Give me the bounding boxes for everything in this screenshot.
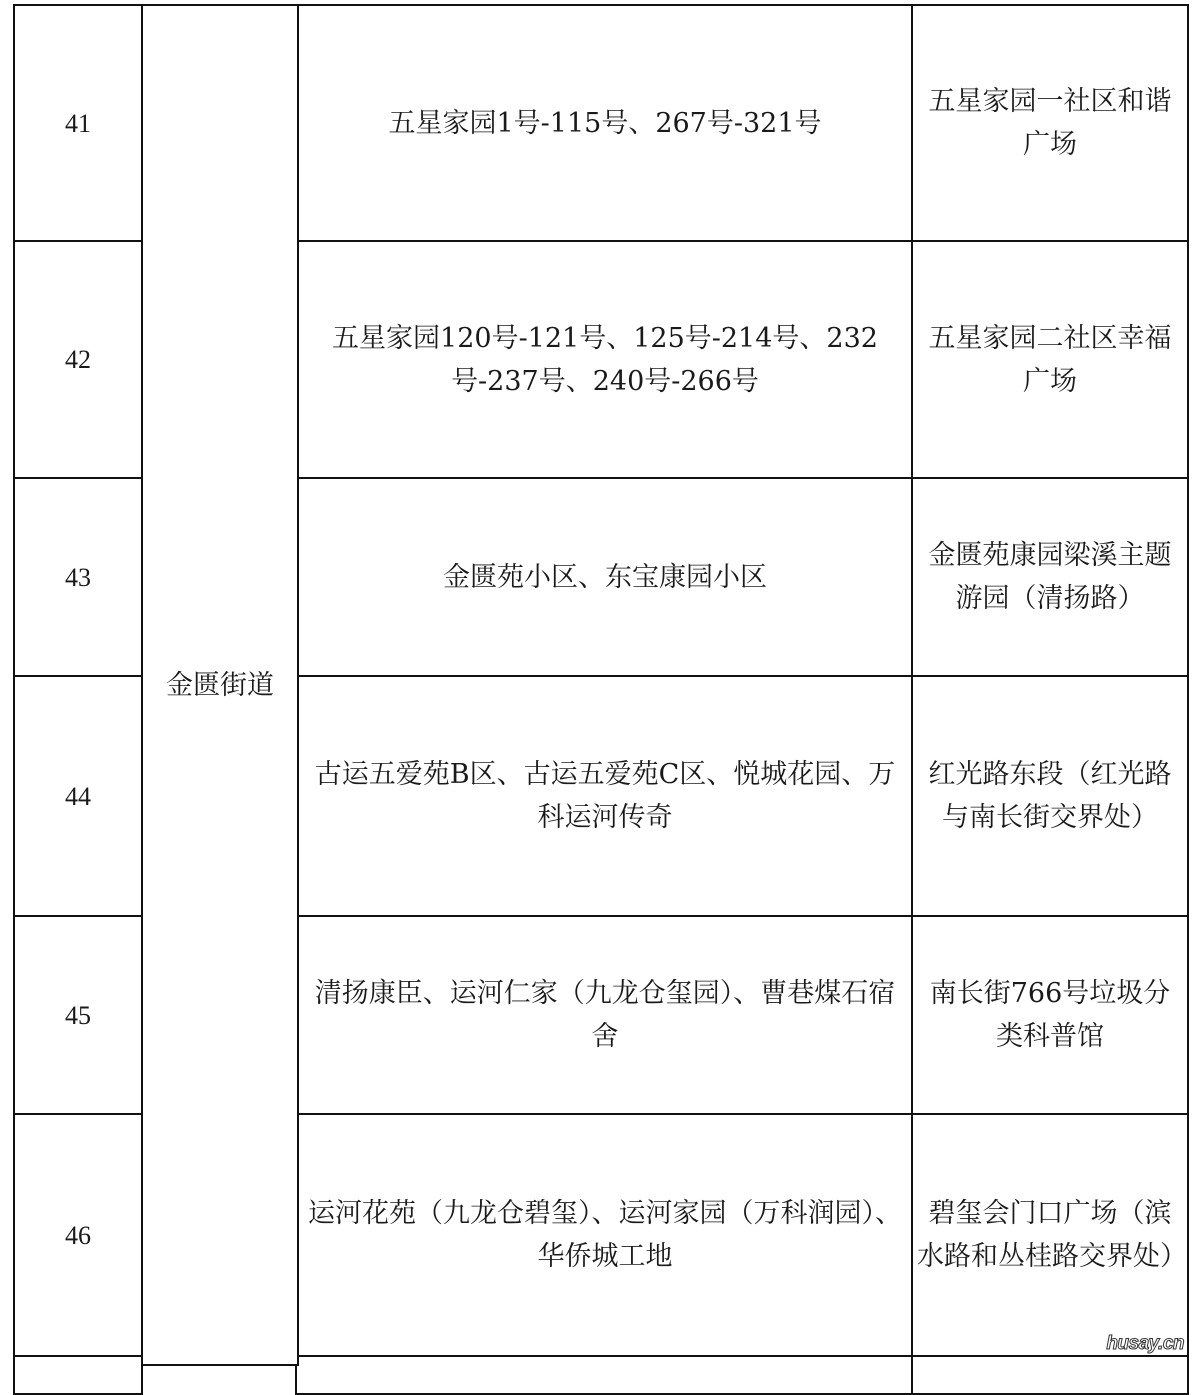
table-cell-area: [295, 1113, 915, 1357]
area-text: 清扬康臣、运河仁家（九龙仓玺园）、曹巷煤石宿舍: [314, 978, 896, 1052]
location-text: 五星家园二社区幸福广场: [928, 322, 1172, 397]
table-cell-area: [295, 477, 915, 677]
area-text: 金匮苑小区、东宝康园小区: [443, 561, 767, 593]
table-cell-location: [911, 240, 1189, 479]
table-cell-no: [13, 915, 143, 1115]
street-name: 金匮街道: [166, 669, 274, 701]
table-cell-area: [295, 915, 915, 1115]
row-number: 43: [65, 562, 91, 592]
location-text: 五星家园一社区和谐广场: [928, 86, 1172, 160]
location-text: 碧玺会门口广场（滨水路和丛桂路交界处）: [917, 1198, 1187, 1272]
location-text: 南长街766号垃圾分类科普馆: [929, 978, 1171, 1052]
row-number: 46: [65, 1220, 91, 1250]
table-cell-partial: [911, 1355, 1189, 1395]
table-cell-area: [295, 4, 915, 242]
row-number: 44: [65, 781, 91, 811]
table-cell-location: [911, 1113, 1189, 1357]
table-cell-location: [911, 675, 1189, 917]
location-text: 红光路东段（红光路与南长街交界处）: [928, 759, 1172, 833]
table-cell-no: [13, 1113, 143, 1357]
table-cell-partial: [13, 1355, 143, 1395]
street-cell: [141, 4, 299, 1366]
area-text: 五星家园120号-121号、125号-214号、232号-237号、240号-266号: [332, 322, 878, 397]
area-text: 运河花苑（九龙仓碧玺）、运河家园（万科润园）、华侨城工地: [308, 1198, 902, 1272]
area-text: 古运五爱苑B区、古运五爱苑C区、悦城花园、万科运河传奇: [314, 759, 896, 833]
table-cell-location: [911, 915, 1189, 1115]
row-number: 42: [65, 345, 91, 374]
row-number: 41: [65, 108, 91, 138]
table-cell-partial: [295, 1355, 915, 1395]
table-cell-no: [13, 477, 143, 677]
table-cell-no: [13, 240, 143, 479]
table-cell-location: [911, 4, 1189, 242]
location-text: 金匮苑康园梁溪主题游园（清扬路）: [928, 540, 1172, 614]
table-cell-location: [911, 477, 1189, 677]
table-cell-no: [13, 4, 143, 242]
table-cell-no: [13, 675, 143, 917]
watermark: husay.cn: [1106, 1333, 1184, 1354]
table-cell-area: [295, 240, 915, 479]
table-cell-area: [295, 675, 915, 917]
area-text: 五星家园1号-115号、267号-321号: [388, 107, 822, 139]
row-number: 45: [65, 1000, 91, 1030]
